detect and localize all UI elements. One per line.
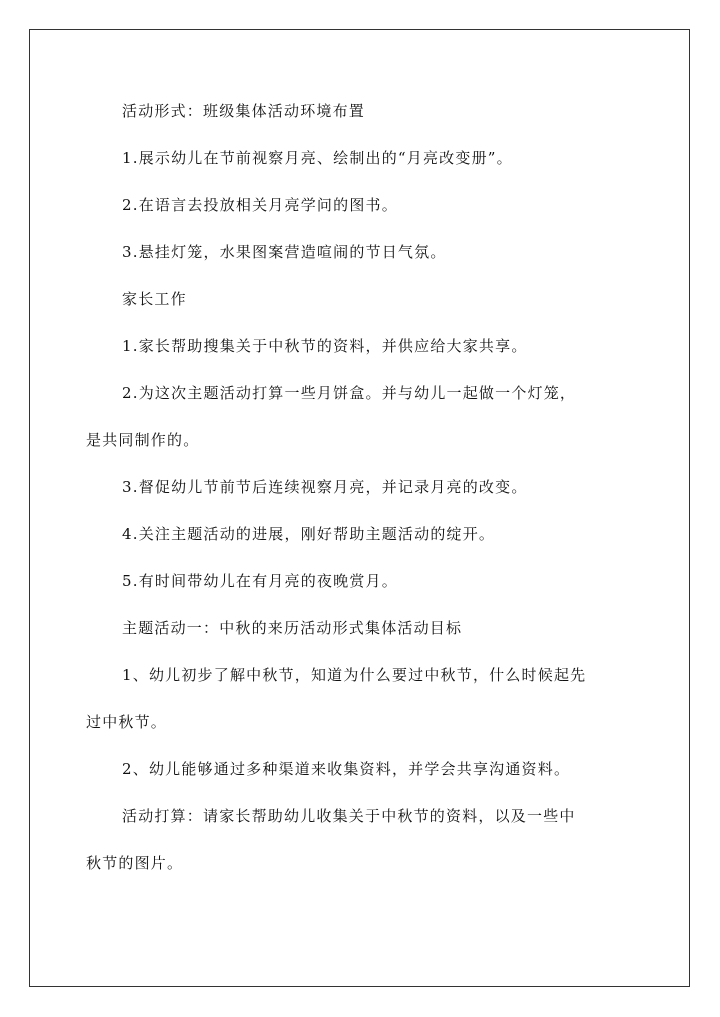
- page-frame: [29, 29, 690, 987]
- paragraph-parent-item-2-continued: 是共同制作的。: [86, 431, 200, 449]
- paragraph-item-3: 3.悬挂灯笼，水果图案营造喧闹的节日气氛。: [122, 243, 447, 261]
- paragraph-activity-plan-continued: 秋节的图片。: [86, 854, 184, 872]
- heading-theme-activity-one: 主题活动一：中秋的来历活动形式集体活动目标: [122, 619, 463, 637]
- paragraph-goal-2: 2、幼儿能够通过多种渠道来收集资料，并学会共享沟通资料。: [122, 760, 571, 778]
- paragraph-parent-item-4: 4.关注主题活动的进展，刚好帮助主题活动的绽开。: [122, 525, 496, 543]
- heading-parent-work: 家长工作: [122, 290, 187, 308]
- paragraph-item-2: 2.在语言去投放相关月亮学问的图书。: [122, 196, 398, 214]
- paragraph-parent-item-2: 2.为这次主题活动打算一些月饼盒。并与幼儿一起做一个灯笼，: [122, 384, 577, 402]
- paragraph-goal-1-continued: 过中秋节。: [86, 713, 168, 731]
- paragraph-activity-plan: 活动打算：请家长帮助幼儿收集关于中秋节的资料，以及一些中: [122, 807, 576, 825]
- paragraph-item-1: 1.展示幼儿在节前视察月亮、绘制出的“月亮改变册”。: [122, 149, 513, 167]
- paragraph-goal-1: 1、幼儿初步了解中秋节，知道为什么要过中秋节，什么时候起先: [122, 666, 587, 684]
- paragraph-activity-form: 活动形式：班级集体活动环境布置: [122, 102, 366, 120]
- paragraph-parent-item-1: 1.家长帮助搜集关于中秋节的资料，并供应给大家共享。: [122, 337, 528, 355]
- paragraph-parent-item-5: 5.有时间带幼儿在有月亮的夜晚赏月。: [122, 572, 398, 590]
- paragraph-parent-item-3: 3.督促幼儿节前节后连续视察月亮，并记录月亮的改变。: [122, 478, 528, 496]
